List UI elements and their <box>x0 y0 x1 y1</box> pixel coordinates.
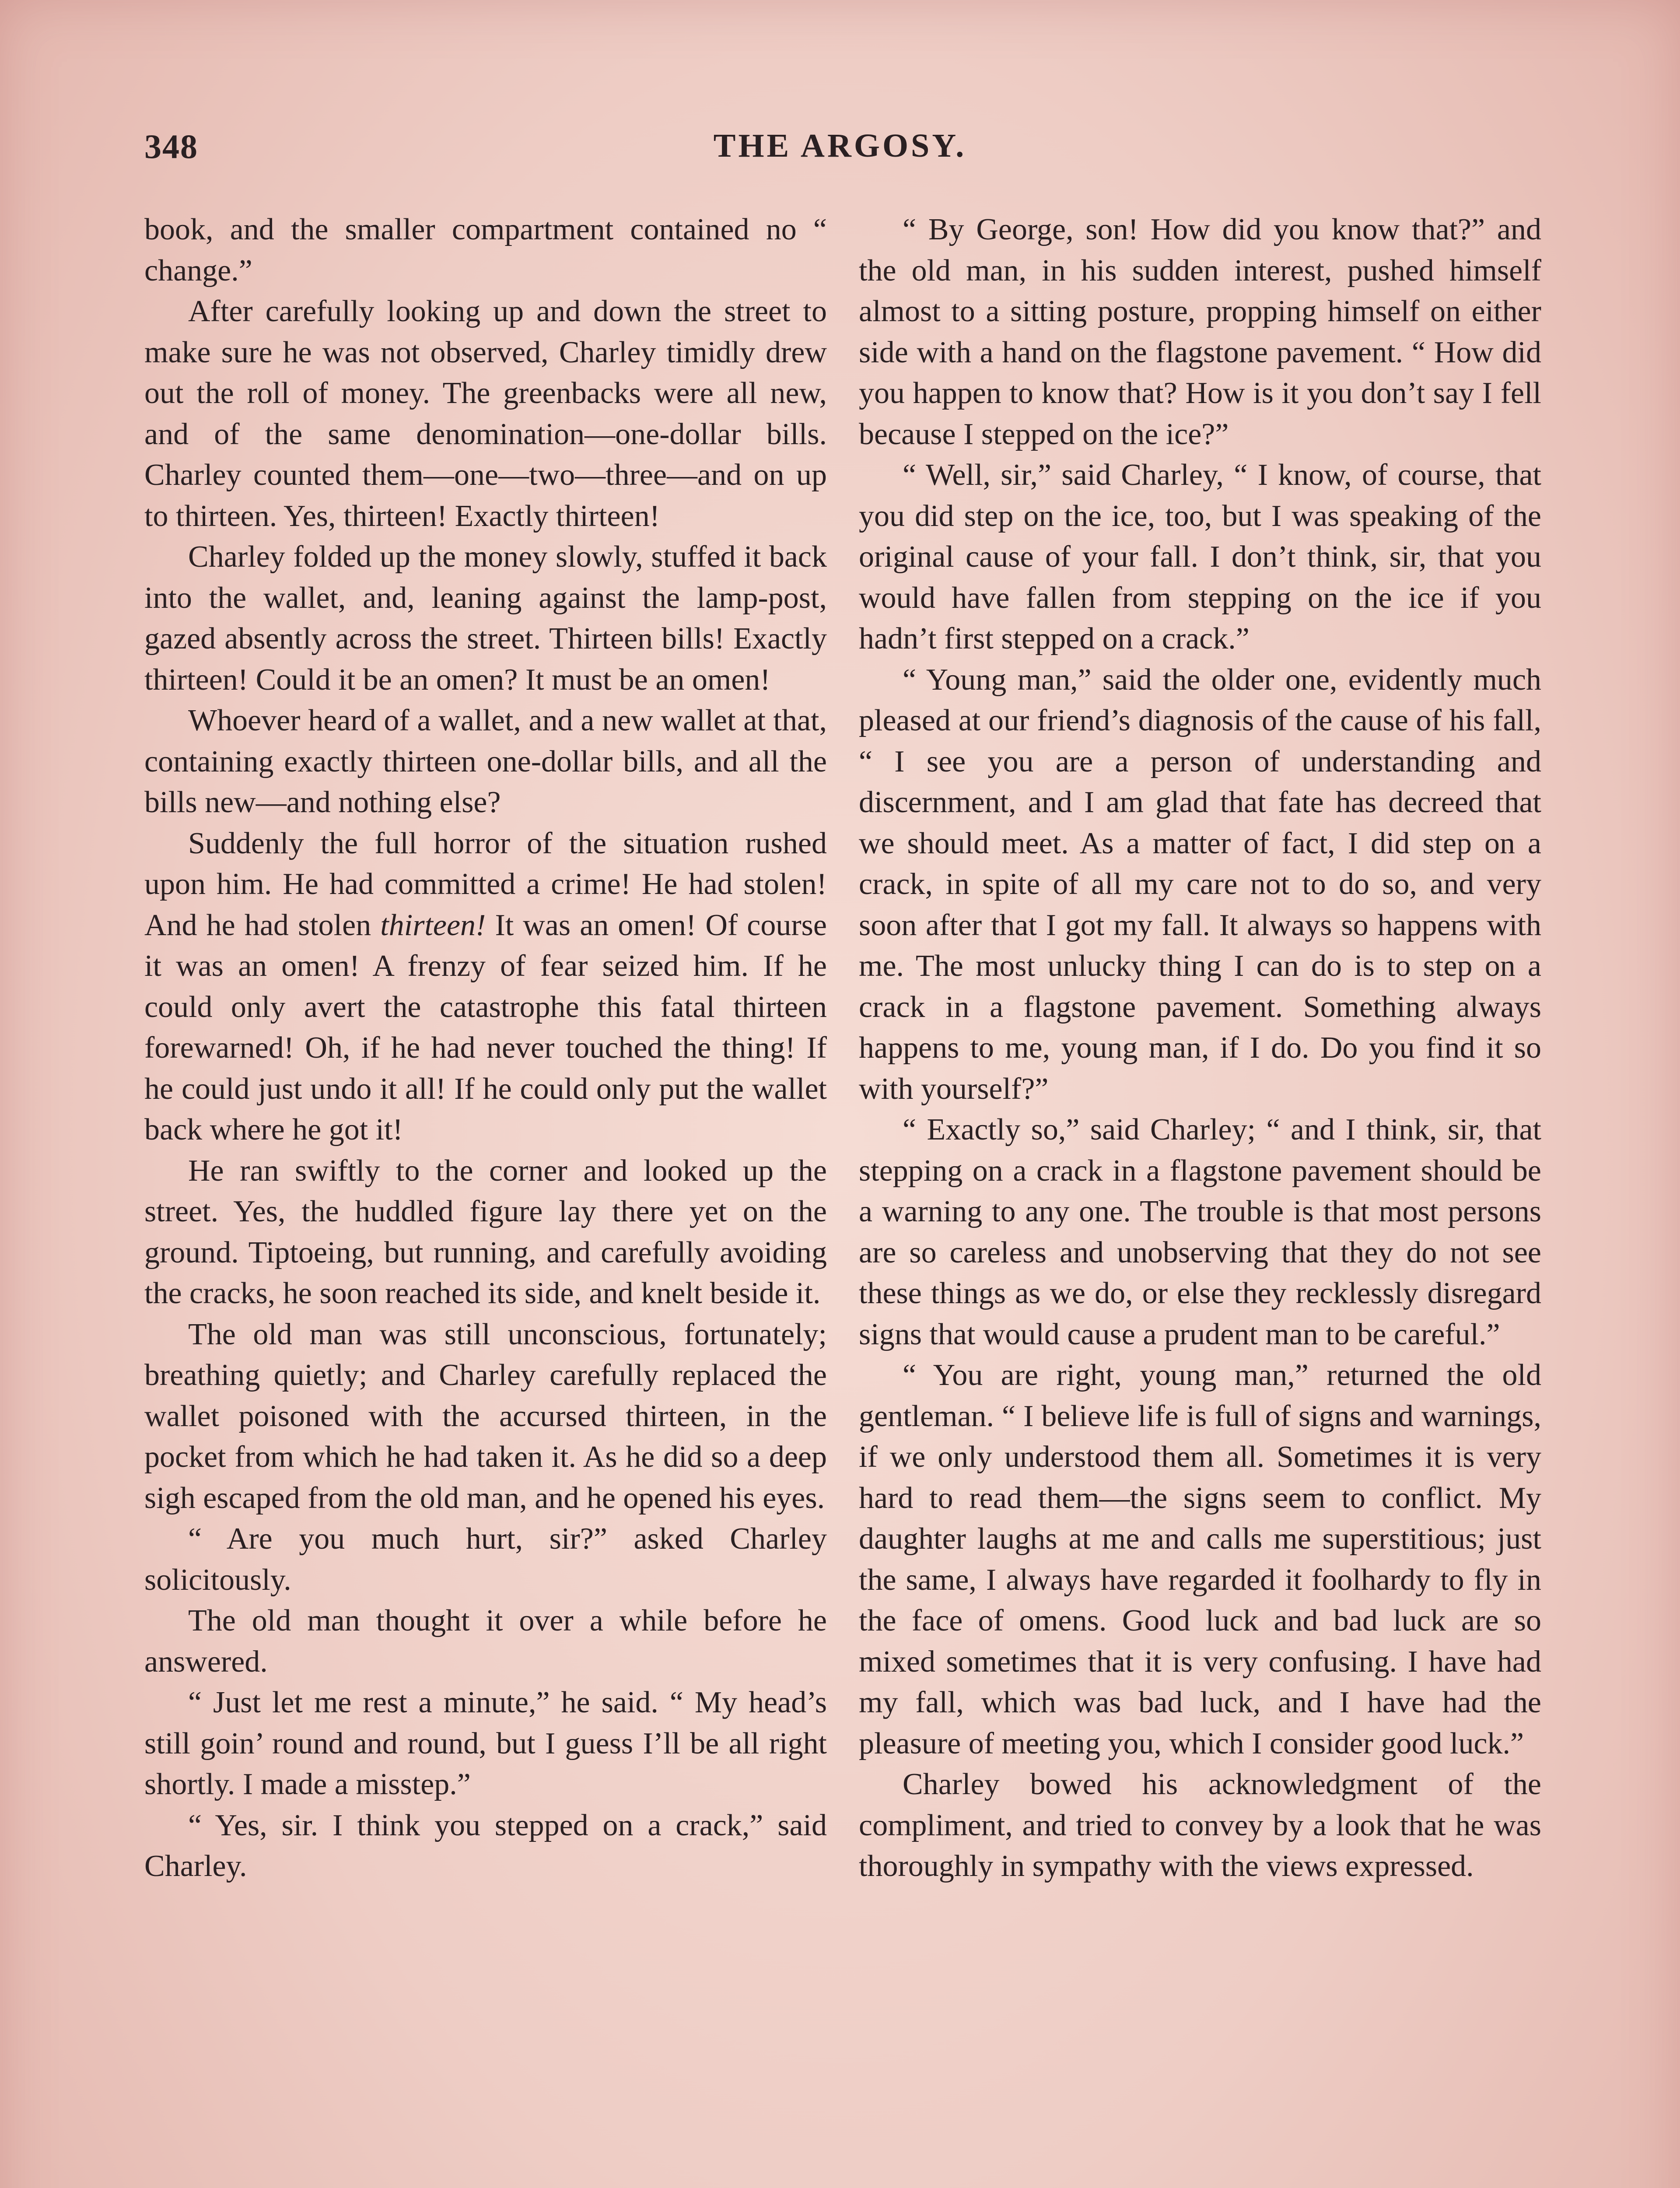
paragraph: Charley bowed his acknowledgment of the compliment, and tried to convey by a look that he was thoroughly in sympathy with the views expressed. <box>859 1767 1541 1883</box>
right-column <box>859 209 1541 1887</box>
page-header <box>144 127 1536 179</box>
paragraph: The old man thought it over a while before he answered. <box>144 1604 827 1679</box>
paragraph: “ Yes, sir. I think you stepped on a crack,” said Charley. <box>144 1808 827 1883</box>
paragraph: Whoever heard of a wallet, and a new wallet at that, containing exactly thirteen one-dollar bills, and all the bills new—and nothing else? <box>144 704 827 819</box>
paragraph: Charley folded up the money slowly, stuffed it back into the wallet, and, leaning against the lamp-post, gazed absently across the street. Thirteen bills! Exactly thirteen! Could it be an omen? It must be an omen! <box>144 540 827 697</box>
paragraph: book, and the smaller compartment contained no “ change.” <box>144 213 827 288</box>
page-number: 348 <box>144 127 198 165</box>
paragraph: After carefully looking up and down the street to make sure he was not observed, Charley timidly drew out the roll of money. The greenbacks were all new, and of the same denomination—one-dollar bills. Charley counted them—one—two—three—and on up to thirteen. Yes, thirteen! Exactly thirteen! <box>144 295 827 533</box>
paragraph: He ran swiftly to the corner and looked up the street. Yes, the huddled figure lay there yet on the ground. Tiptoeing, but running, and carefully avoiding the cracks, he soon reached its side, and knelt beside it. <box>144 1154 827 1310</box>
paragraph: “ Young man,” said the older one, evidently much pleased at our friend’s diagnosis of the cause of his fall, “ I see you are a person of understanding and discernment, and I am glad that fate has decreed that we should meet. As a matter of fact, I did step on a crack, in spite of all my care not to do so, and very soon after that I got my fall. It always so happens with me. The most unlucky thing I can do is to step on a crack in a flagstone pavement. Something always happens to me, young man, if I do. Do you find it so with yourself?” <box>859 663 1541 1106</box>
paragraph: “ Exactly so,” said Charley; “ and I think, sir, that stepping on a crack in a flagstone pavement should be a warning to any one. The trouble is that most persons are so careless and unobserving that they do not see these things as we do, or else they recklessly disregard signs that would cause a prudent man to be careful.” <box>859 1113 1541 1351</box>
running-head: THE ARGOSY. <box>713 127 967 164</box>
left-column <box>144 209 827 1887</box>
emphasis-text: thirteen! <box>380 908 486 942</box>
paragraph <box>144 823 827 1150</box>
paragraph: “ You are right, young man,” returned the old gentleman. “ I believe life is full of signs and warnings, if we only understood them all. Sometimes it is very hard to read them—the signs seem to conflict. My daughter laughs at me and calls me superstitious; just the same, I always have regarded it foolhardy to fly in the face of omens. Good luck and bad luck are so mixed sometimes that it is very confusing. I have had my fall, which was bad luck, and I have had the pleasure of meeting you, which I consider good luck.” <box>859 1358 1541 1760</box>
paragraph: “ Just let me rest a minute,” he said. “ My head’s still goin’ round and round, but I guess I’ll be all right shortly. I made a misstep.” <box>144 1686 827 1801</box>
paragraph: The old man was still unconscious, fortunately; breathing quietly; and Charley carefully replaced the wallet poisoned with the accursed thirteen, in the pocket from which he had taken it. As he did so a deep sigh escaped from the old man, and he opened his eyes. <box>144 1317 827 1515</box>
paragraph: “ Are you much hurt, sir?” asked Charley solicitously. <box>144 1522 827 1597</box>
paragraph: “ Well, sir,” said Charley, “ I know, of course, that you did step on the ice, too, but I was speaking of the original cause of your fall. I don’t think, sir, that you would have fallen from stepping on the ice if you hadn’t first stepped on a crack.” <box>859 458 1541 656</box>
paragraph-text: Suddenly the full horror of the situation rushed upon him. He had committed a crime! He had stolen! And he had stolen <box>144 826 827 942</box>
paragraph: “ By George, son! How did you know that?” and the old man, in his sudden interest, pushed himself almost to a sitting posture, propping himself on either side with a hand on the flagstone pavement. “ How did you happen to know that? How is it you don’t say I fell because I stepped on the ice?” <box>859 213 1541 451</box>
paragraph-text: It was an omen! Of course it was an omen! A frenzy of fear seized him. If he could only avert the catastrophe this fatal thirteen forewarned! Oh, if he had never touched the thing! If he could just undo it all! If he could only put the wallet back where he got it! <box>144 908 827 1147</box>
